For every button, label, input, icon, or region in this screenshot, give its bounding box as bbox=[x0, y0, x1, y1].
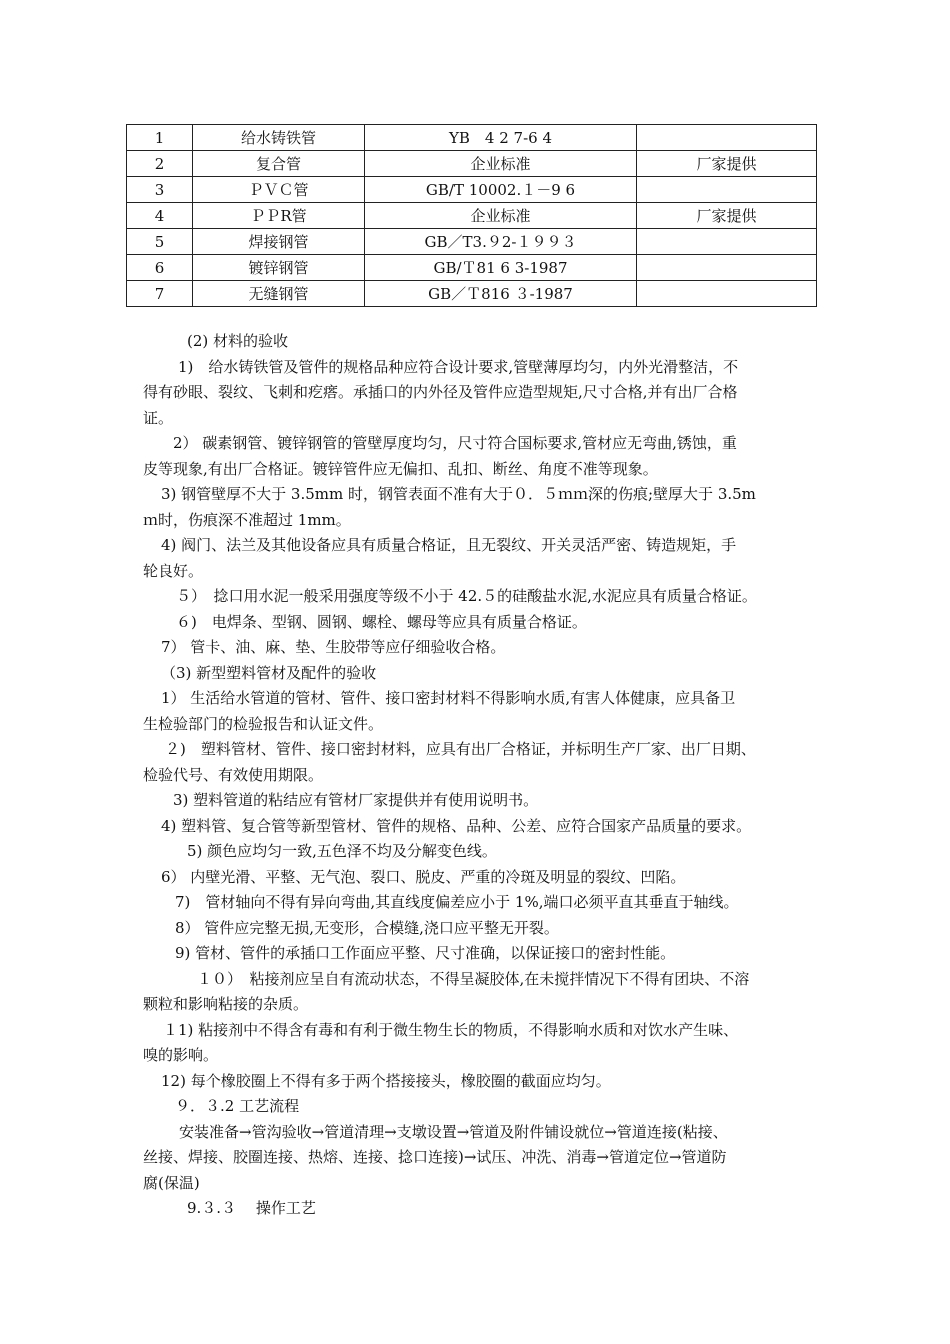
standard-cell: GB/T 10002.１－9 6 bbox=[365, 177, 637, 203]
paragraph-line: 轮良好。 bbox=[143, 561, 204, 580]
paragraph-line: ２) 塑料管材、管件、接口密封材料，应具有出厂合格证，并标明生产厂家、出厂日期、 bbox=[165, 740, 756, 758]
table-row bbox=[127, 229, 817, 255]
note-cell: 厂家提供 bbox=[637, 151, 817, 177]
row-number-cell: 4 bbox=[127, 203, 193, 229]
note-cell bbox=[637, 177, 817, 203]
section-heading-material-acceptance: (2) 材料的验收 bbox=[187, 332, 289, 350]
paragraph-line: 9) 管材、管件的承插口工作面应平整、尺寸准确，以保证接口的密封性能。 bbox=[175, 944, 676, 962]
standard-cell: GB/Ｔ81 6 3-1987 bbox=[365, 255, 637, 281]
paragraph-line: 4) 阀门、法兰及其他设备应具有质量合格证，且无裂纹、开关灵活严密、铸造规矩，手 bbox=[161, 536, 737, 554]
paragraph-line: 颗粒和影响粘接的杂质。 bbox=[143, 995, 309, 1013]
paragraph-line: 得有砂眼、裂纹、飞刺和疙瘩。承插口的内外径及管件应造型规矩,尺寸合格,并有出厂合格 bbox=[143, 383, 738, 401]
paragraph-line: 12) 每个橡胶圈上不得有多于两个搭接接头，橡胶圈的截面应均匀。 bbox=[161, 1071, 611, 1090]
table-row bbox=[127, 177, 817, 203]
row-number-cell: 3 bbox=[127, 177, 193, 203]
standard-cell: GB／T3.９2-１９９３ bbox=[365, 229, 637, 255]
paragraph-line: 3) 钢管壁厚不大于 3.5mm 时，钢管表面不准有大于０．５ｍｍ深的伤痕;壁厚大于 3.5m bbox=[161, 485, 756, 503]
paragraph-line: 丝接、焊接、胶圈连接、热熔、连接、捻口连接)→试压、冲洗、消毒→管道定位→管道防 bbox=[143, 1148, 727, 1166]
paragraph-line: 生检验部门的检验报告和认证文件。 bbox=[143, 714, 384, 733]
standard-cell: 企业标准 bbox=[365, 151, 637, 177]
pipe-name-cell: 焊接钢管 bbox=[193, 229, 365, 255]
paragraph-line: ５） 捻口用水泥一般采用强度等级不小于 42.５的硅酸盐水泥,水泥应具有质量合格证。 bbox=[176, 587, 757, 605]
standard-cell: GB／Ｔ816 ３-1987 bbox=[365, 281, 637, 307]
paragraph-line: 嗅的影响。 bbox=[143, 1046, 219, 1064]
paragraph-line: 5) 颜色应均匀一致,五色泽不均及分解变色线。 bbox=[187, 842, 497, 860]
paragraph-line: ｍ时，伤痕深不准超过 1mm。 bbox=[143, 510, 351, 529]
paragraph-line: 1） 生活给水管道的管材、管件、接口密封材料不得影响水质,有害人体健康，应具备卫 bbox=[161, 689, 736, 707]
paragraph-line: 4) 塑料管、复合管等新型管材、管件的规格、品种、公差、应符合国家产品质量的要求。 bbox=[161, 816, 752, 835]
row-number-cell: 1 bbox=[127, 125, 193, 151]
paragraph-line: 8） 管件应完整无损,无变形，合模缝,浇口应平整无开裂。 bbox=[175, 918, 559, 937]
row-number-cell: 5 bbox=[127, 229, 193, 255]
pipe-name-cell: ＰＰR管 bbox=[193, 203, 365, 229]
paragraph-line: 7） 管卡、油、麻、垫、生胶带等应仔细验收合格。 bbox=[161, 638, 506, 656]
note-cell: 厂家提供 bbox=[637, 203, 817, 229]
pipe-name-cell: ＰＶＣ管 bbox=[193, 177, 365, 203]
table-row bbox=[127, 125, 817, 151]
note-cell bbox=[637, 255, 817, 281]
section-heading-operation-process: 9.３.３ 操作工艺 bbox=[187, 1199, 316, 1217]
section-heading-plastic-pipe-acceptance: （3) 新型塑料管材及配件的验收 bbox=[161, 663, 377, 682]
paragraph-line: 3) 塑料管道的粘结应有管材厂家提供并有使用说明书。 bbox=[173, 791, 539, 809]
note-cell bbox=[637, 125, 817, 151]
paragraph-line: 2） 碳素钢管、镀锌钢管的管壁厚度均匀，尺寸符合国标要求,管材应无弯曲,锈蚀，重 bbox=[173, 434, 737, 452]
pipe-name-cell: 给水铸铁管 bbox=[193, 125, 365, 151]
pipe-name-cell: 镀锌钢管 bbox=[193, 255, 365, 281]
table-body bbox=[127, 125, 817, 307]
pipe-standard-table bbox=[126, 124, 817, 307]
standard-cell: 企业标准 bbox=[365, 203, 637, 229]
section-heading-process-flow: ９．３.2 工艺流程 bbox=[175, 1097, 300, 1115]
paragraph-line: ６) 电焊条、型钢、圆钢、螺栓、螺母等应具有质量合格证。 bbox=[176, 612, 587, 631]
table-row bbox=[127, 203, 817, 229]
paragraph-line: 6） 内壁光滑、平整、无气泡、裂口、脱皮、严重的冷斑及明显的裂纹、凹陷。 bbox=[161, 867, 686, 886]
paragraph-line: 检验代号、有效使用期限。 bbox=[143, 765, 324, 784]
note-cell bbox=[637, 281, 817, 307]
standard-cell: YB 4 2 7-6 4 bbox=[365, 125, 637, 151]
pipe-name-cell: 无缝钢管 bbox=[193, 281, 365, 307]
paragraph-line: １０） 粘接剂应呈自有流动状态，不得呈凝胶体,在未搅拌情况下不得有团块、不溶 bbox=[197, 969, 750, 988]
paragraph-line: 证。 bbox=[143, 408, 174, 427]
paragraph-line: １1) 粘接剂中不得含有毒和有利于微生物生长的物质，不得影响水质和对饮水产生味、 bbox=[163, 1020, 739, 1039]
table-row bbox=[127, 151, 817, 177]
paragraph-line: 皮等现象,有出厂合格证。镀锌管件应无偏扣、乱扣、断丝、角度不准等现象。 bbox=[143, 459, 658, 478]
row-number-cell: 7 bbox=[127, 281, 193, 307]
pipe-name-cell: 复合管 bbox=[193, 151, 365, 177]
paragraph-line: 1) 给水铸铁管及管件的规格品种应符合设计要求,管壁薄厚均匀，内外光滑整洁，不 bbox=[178, 357, 739, 376]
note-cell bbox=[637, 229, 817, 255]
table-row bbox=[127, 281, 817, 307]
table-row bbox=[127, 255, 817, 281]
row-number-cell: 6 bbox=[127, 255, 193, 281]
paragraph-line: 腐(保温) bbox=[143, 1173, 200, 1192]
paragraph-line: 7) 管材轴向不得有异向弯曲,其直线度偏差应小于 1%,端口必须平直其垂直于轴线。 bbox=[175, 893, 739, 911]
row-number-cell: 2 bbox=[127, 151, 193, 177]
paragraph-line: 安装准备→管沟验收→管道清理→支墩设置→管道及附件铺设就位→管道连接(粘接、 bbox=[179, 1122, 728, 1141]
document-body bbox=[143, 329, 819, 1222]
